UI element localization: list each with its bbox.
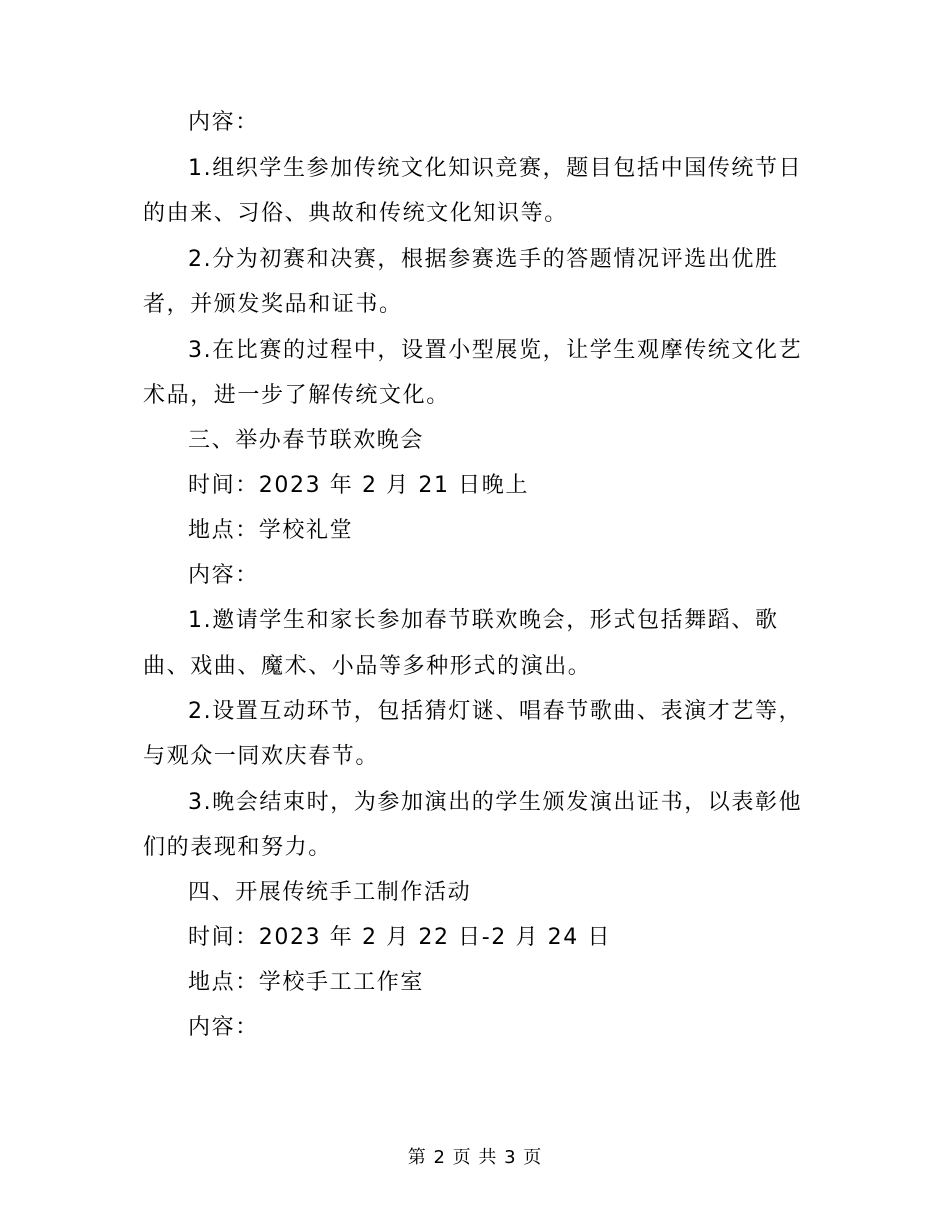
paragraph-line-15: 与观众一同欢庆春节。 xyxy=(143,744,380,769)
paragraph-line-4: 2.分为初赛和决赛，根据参赛选手的答题情况评选出优胜 xyxy=(188,247,779,272)
paragraph-line-10: 地点：学校礼堂 xyxy=(188,518,354,543)
section-heading-3: 三、举办春节联欢晚会 xyxy=(188,428,425,453)
paragraph-line-2: 1.组织学生参加传统文化知识竞赛，题目包括中国传统节日 xyxy=(188,156,803,181)
paragraph-line-11: 内容： xyxy=(188,563,259,588)
paragraph-line-5: 者，并颁发奖品和证书。 xyxy=(143,292,403,317)
page-number-footer: 第 2 页 共 3 页 xyxy=(407,1147,543,1168)
paragraph-line-3: 的由来、习俗、典故和传统文化知识等。 xyxy=(143,201,568,226)
paragraph-line-9: 时间：2023 年 2 月 21 日晚上 xyxy=(188,473,529,498)
paragraph-line-13: 曲、戏曲、魔术、小品等多种形式的演出。 xyxy=(143,654,592,679)
paragraph-line-21: 内容： xyxy=(188,1015,259,1040)
paragraph-line-14: 2.设置互动环节，包括猜灯谜、唱春节歌曲、表演才艺等， xyxy=(188,699,803,724)
paragraph-line-19: 时间：2023 年 2 月 22 日-2 月 24 日 xyxy=(188,925,612,950)
paragraph-line-6: 3.在比赛的过程中，设置小型展览，让学生观摩传统文化艺 xyxy=(188,338,803,363)
paragraph-line-20: 地点：学校手工工作室 xyxy=(188,970,425,995)
paragraph-line-7: 术品，进一步了解传统文化。 xyxy=(143,383,450,408)
paragraph-line-12: 1.邀请学生和家长参加春节联欢晚会，形式包括舞蹈、歌 xyxy=(188,608,779,633)
paragraph-line-1: 内容： xyxy=(188,110,259,135)
paragraph-line-16: 3.晚会结束时，为参加演出的学生颁发演出证书，以表彰他 xyxy=(188,790,803,815)
section-heading-4: 四、开展传统手工制作活动 xyxy=(188,880,472,905)
paragraph-line-17: 们的表现和努力。 xyxy=(143,835,332,860)
